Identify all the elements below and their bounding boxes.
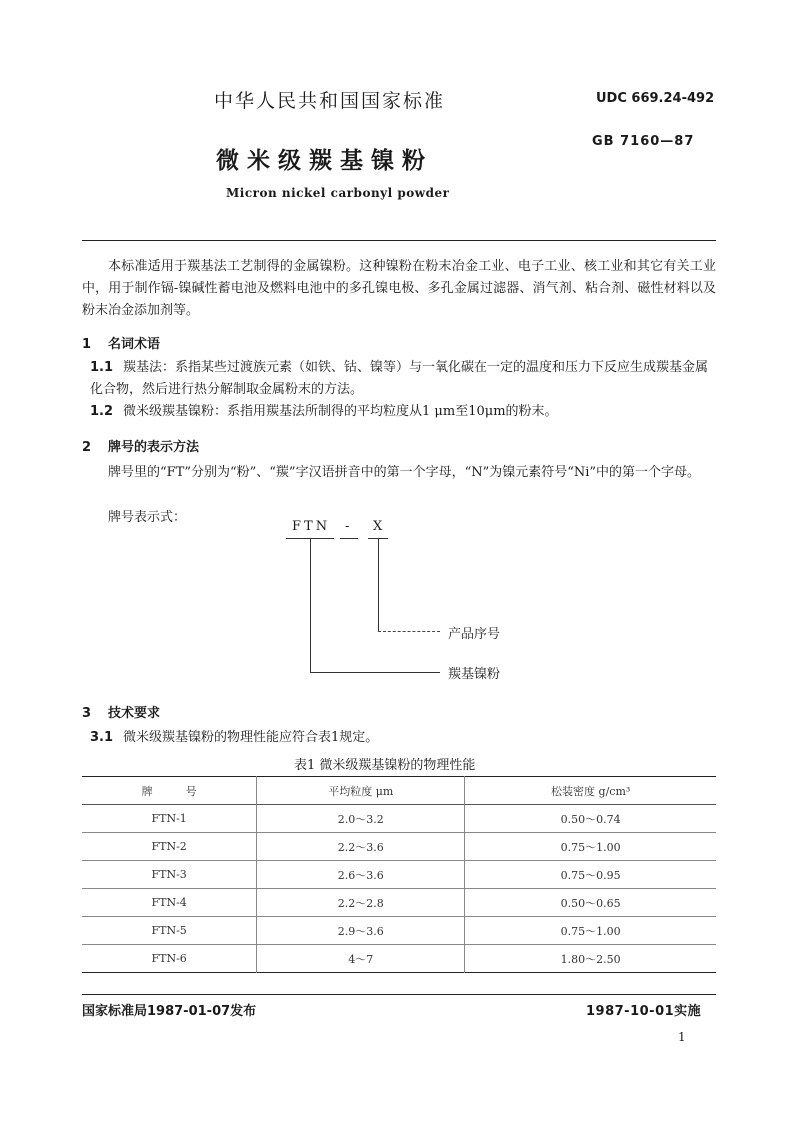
code-prefix: FTN [292, 519, 331, 534]
cell-bulk-density: 0.50～0.65 [465, 889, 716, 917]
cell-particle-size: 2.0～3.2 [257, 805, 465, 833]
clause-number: 1.1 [90, 360, 114, 375]
clause-number: 1.2 [90, 404, 114, 419]
cell-bulk-density: 0.75～1.00 [465, 917, 716, 945]
clause-text: 羰基法：系指某些过渡族元素（如铁、钴、镍等）与一氧化碳在一定的温度和压力下反应生成羰基金属化合物，然后进行热分解制取金属粉末的方法。 [90, 360, 709, 397]
header-grade: 牌 号 [141, 784, 197, 798]
cell-grade: FTN-6 [151, 952, 187, 965]
prefix-leader-vertical [310, 538, 311, 672]
label-product-serial: 产品序号 [448, 627, 501, 642]
brand-explanation: 牌号里的“FT”分别为“粉”、“羰”字汉语拼音中的第一个字母，“N”为镍元素符号“Ni”中的第一个字母。 [108, 465, 701, 480]
cell-bulk-density: 0.50～0.74 [465, 805, 716, 833]
section-number: 1 [82, 337, 92, 352]
cell-grade: FTN-1 [151, 812, 187, 825]
footer-divider [82, 994, 716, 995]
cell-grade: FTN-3 [151, 868, 187, 881]
code-dash: - [345, 519, 353, 534]
issue-date: 国家标准局1987-01-07发布 [82, 1004, 257, 1019]
section-title: 牌号的表示方法 [108, 440, 200, 455]
cell-bulk-density: 0.75～1.00 [465, 833, 716, 861]
header-bulk-density: 松装密度 g/cm³ [465, 777, 716, 805]
label-nickel-powder: 羰基镍粉 [448, 667, 501, 682]
table-row [82, 945, 716, 973]
gb-code: GB 7160—87 [592, 134, 695, 149]
clause-text: 微米级羰基镍粉的物理性能应符合表1规定。 [123, 730, 379, 745]
cell-particle-size: 2.2～2.8 [257, 889, 465, 917]
intro-paragraph: 本标准适用于羰基法工艺制得的金属镍粉。这种镍粉在粉末冶金工业、电子工业、核工业和其它有关工业中，用于制作镉-镍碱性蓄电池及燃料电池中的多孔镍电极、多孔金属过滤器、消气剂、粘合剂、磁性材料以及粉末冶金添加剂等。 [82, 259, 716, 318]
table-row [82, 805, 716, 833]
table-header-row [82, 777, 716, 805]
section-1-heading [82, 333, 160, 352]
udc-code: UDC 669.24-492 [596, 91, 715, 106]
cell-particle-size: 2.2～3.6 [257, 833, 465, 861]
clause-1-2 [90, 401, 716, 423]
header-particle-size: 平均粒度 μm [257, 777, 465, 805]
formula-label: 牌号表示式： [108, 510, 187, 525]
table-row [82, 861, 716, 889]
cell-grade: FTN-5 [151, 924, 187, 937]
dash-underline [340, 538, 358, 539]
code-serial-placeholder: X [373, 519, 386, 534]
table-caption: 表1 微米级羰基镍粉的物理性能 [294, 758, 476, 773]
cell-bulk-density: 1.80～2.50 [465, 945, 716, 973]
clause-3-1 [90, 727, 716, 749]
cell-particle-size: 2.6～3.6 [257, 861, 465, 889]
cell-grade: FTN-2 [151, 840, 187, 853]
cell-particle-size: 2.9～3.6 [257, 917, 465, 945]
clause-1-1 [90, 357, 716, 401]
physical-properties-table [82, 776, 716, 973]
standard-name: 中华人民共和国国家标准 [214, 90, 446, 112]
table-row [82, 917, 716, 945]
prefix-leader-horizontal [310, 672, 440, 673]
cell-particle-size: 4～7 [257, 945, 465, 973]
document-title-english: Micron nickel carbonyl powder [226, 186, 450, 200]
header-divider [82, 240, 716, 241]
effective-date: 1987-10-01实施 [586, 1004, 702, 1019]
section-2-heading [82, 436, 199, 455]
section-title: 名词术语 [108, 337, 161, 352]
page-number: 1 [678, 1030, 686, 1044]
cell-grade: FTN-4 [151, 896, 187, 909]
table-row [82, 889, 716, 917]
clause-text: 微米级羰基镍粉：系指用羰基法所制得的平均粒度从1 μm至10μm的粉末。 [123, 404, 558, 419]
cell-bulk-density: 0.75～0.95 [465, 861, 716, 889]
serial-leader-vertical [378, 538, 379, 631]
serial-leader-horizontal [378, 631, 440, 633]
section-3-heading [82, 702, 160, 721]
clause-number: 3.1 [90, 730, 114, 745]
section-title: 技术要求 [108, 706, 161, 721]
table-row [82, 833, 716, 861]
document-title: 微米级羰基镍粉 [216, 148, 433, 174]
section-number: 3 [82, 706, 92, 721]
section-number: 2 [82, 440, 92, 455]
